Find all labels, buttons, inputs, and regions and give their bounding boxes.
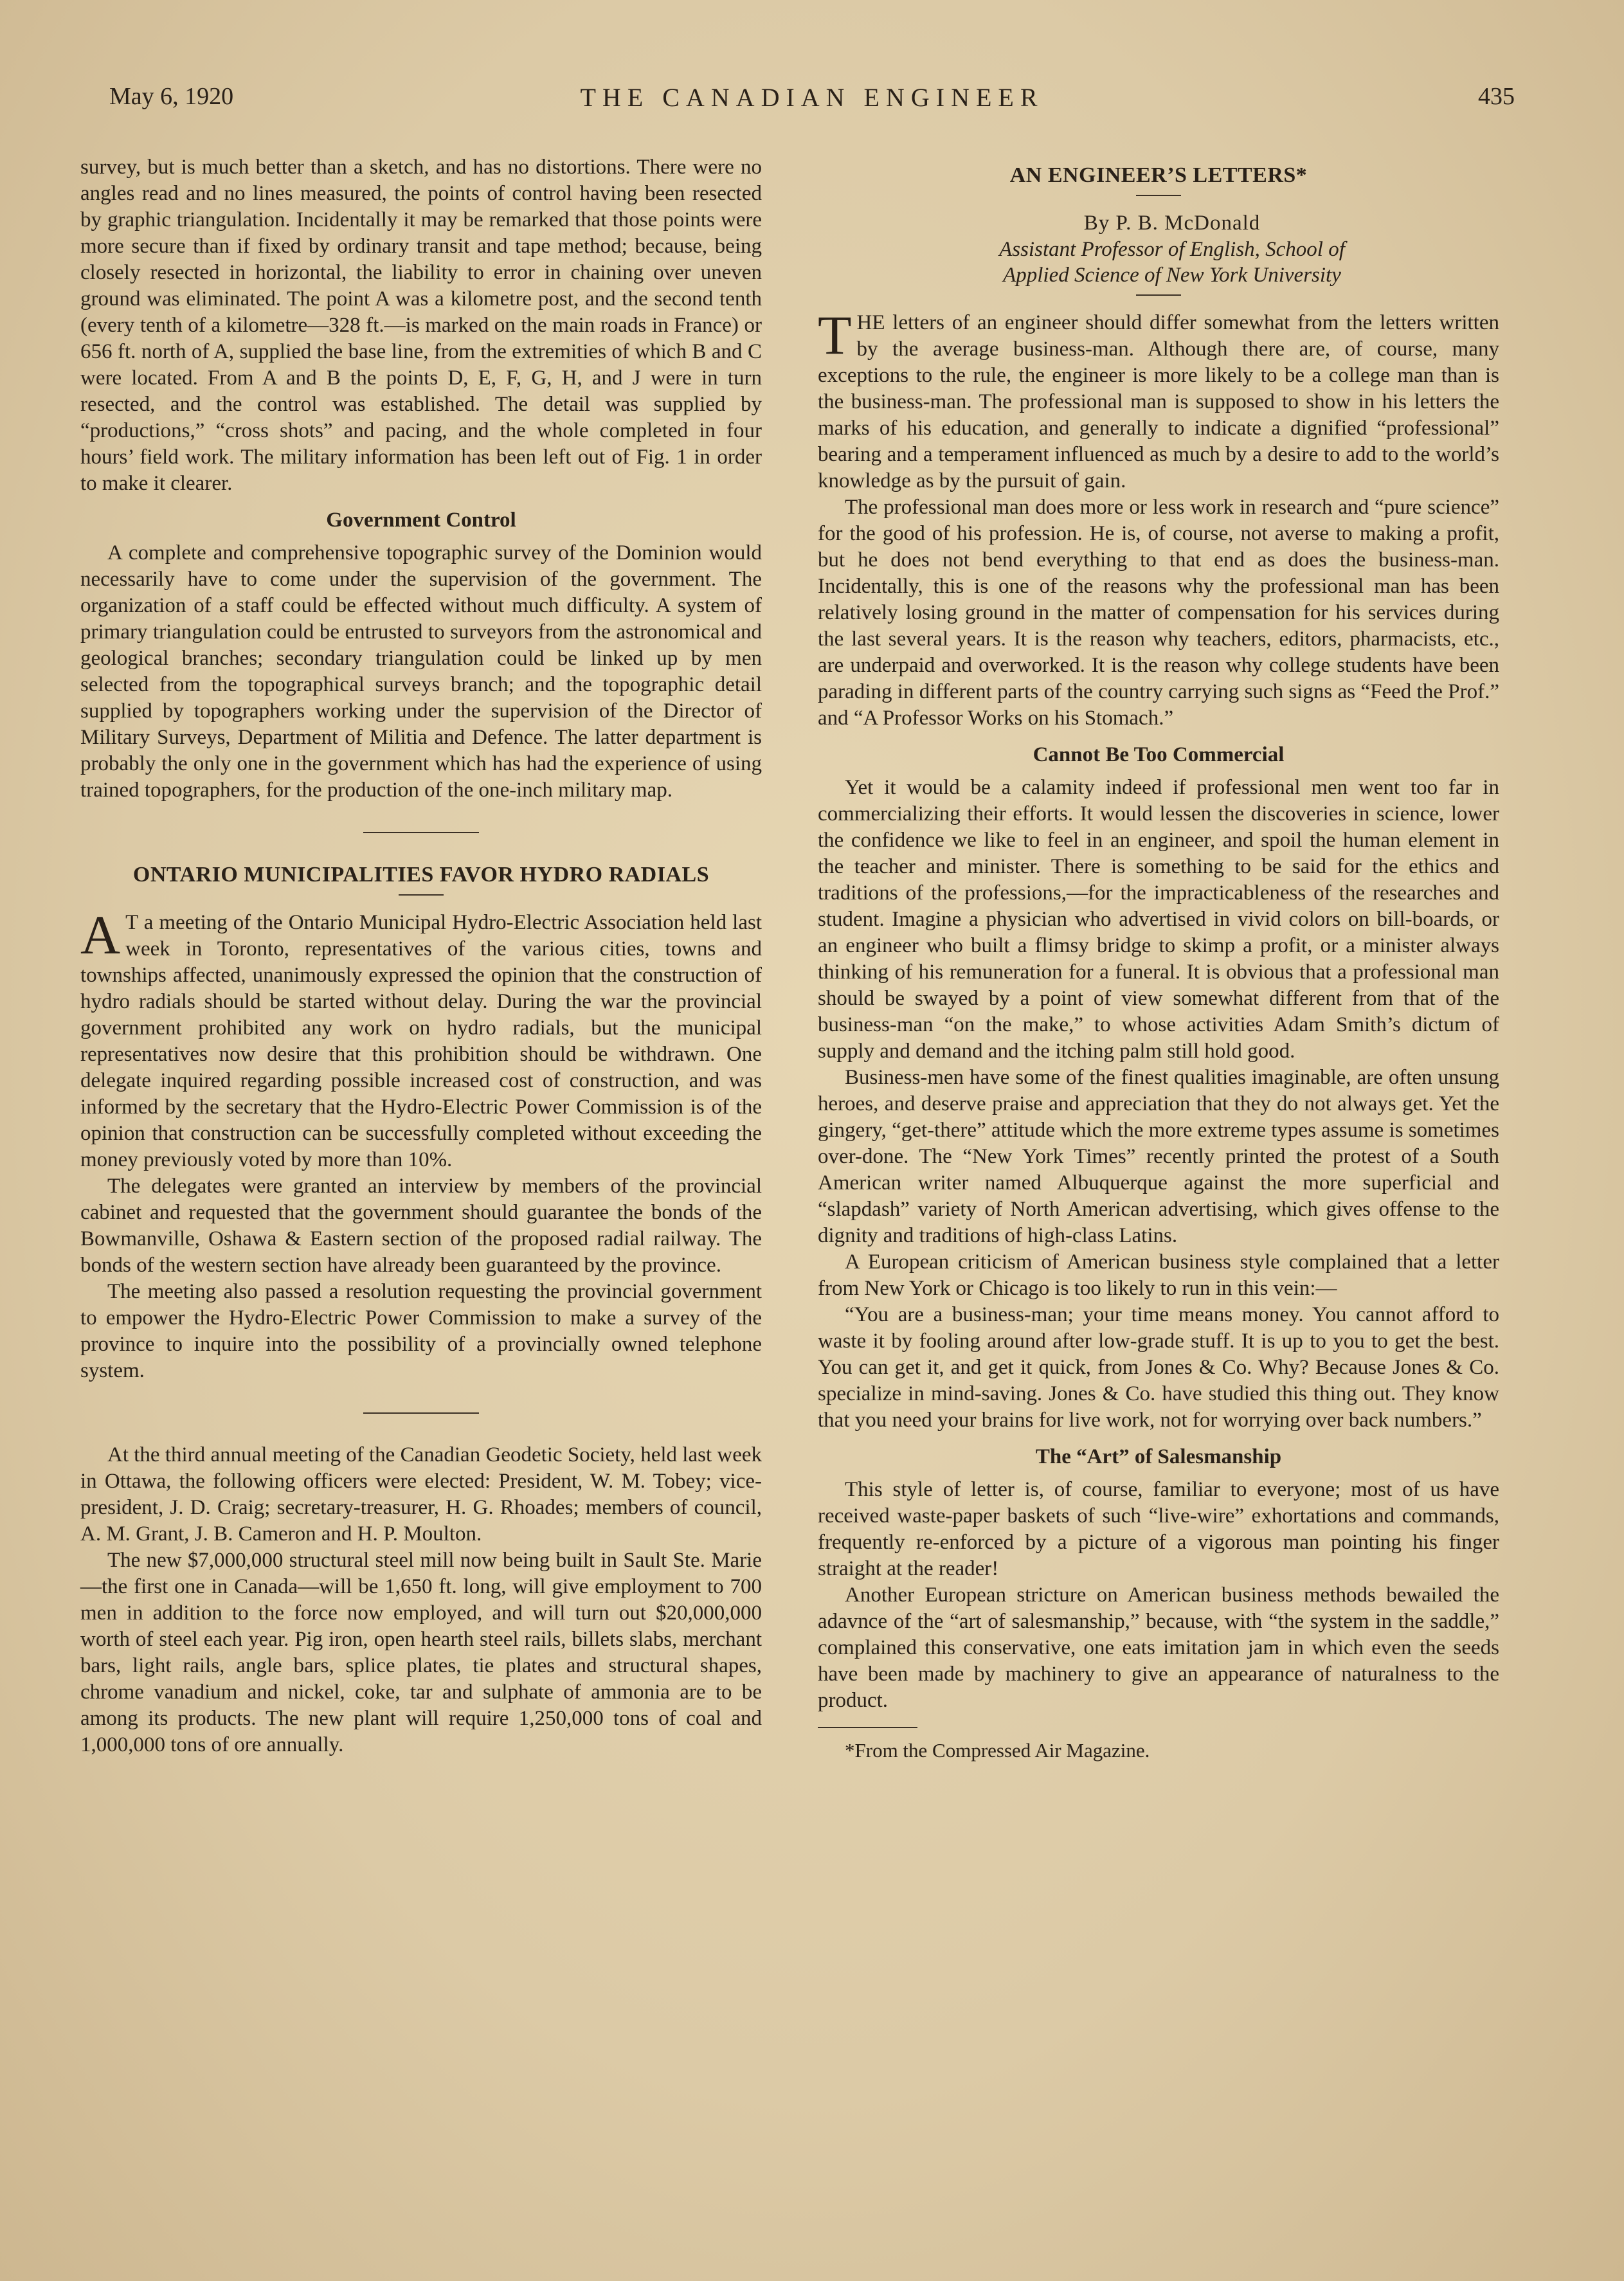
- author-byline: By P. B. McDonald: [1083, 212, 1261, 235]
- drop-cap: A: [80, 904, 121, 966]
- ontario-paragraph-2: The delegates were granted an interview by members of the provincial cabinet and requested that the government should guarantee the bonds of the Bowmanville, Oshawa & Eastern section of the proposed radial railway. The bonds of the western section have already been guaranteed by the province.: [80, 1175, 762, 1277]
- letters-paragraph-8: Another European stricture on American business methods bewailed the adavnce of the “art of salesmanship,” because, with “the system in the saddle,” complained this conservative, one eats imitation jam in which even the seeds have been made by machinery to give an appearance of naturalness to the product.: [818, 1583, 1499, 1712]
- ontario-paragraph-1: A T a meeting of the Ontario Municipal Hydro-Electric Association held last week in Toronto, representatives of the various cities, towns and townships affected, unanimously expressed the opinion that the construction of hydro radials should be started without delay. During the war the provincial government prohibited any work on hydro radials, but the municipal representatives now desire that this prohibition should be withdrawn. One delegate inquired regarding possible increased cost of construction, and was informed by the secretary that the Hydro-Electric Power Commission is of the opinion that construction can be successfully completed without exceeding the money previously voted by more than 10%.: [80, 904, 762, 1171]
- letters-paragraph-4: Business-men have some of the finest qualities imaginable, are often unsung heroes, and deserve praise and appreciation that they do not always get. Yet the gingery, “get-there” attitude which the more extreme types assume is sometimes over-done. The “New York Times” recently printed the protest of a South American writer named Albuquerque against the more superficial and “slapdash” variety of North American advertising, which gives offense to the dignity and traditions of high-class Latins.: [818, 1066, 1499, 1247]
- page-number: 435: [1478, 83, 1515, 110]
- author-affiliation-line-2: Applied Science of New York University: [1003, 264, 1341, 287]
- title-rule: [1136, 195, 1181, 196]
- geodetic-society-paragraph: At the third annual meeting of the Canadian Geodetic Society, held last week in Ottawa, the following officers were elected: President, W. M. Tobey; vice-president, J. D. Craig; secretary-treasurer, H. G. Rhoades; members of council, A. M. Grant, J. B. Cameron and H. P. Moulton.: [80, 1443, 762, 1546]
- government-paragraph: A complete and comprehensive topographic survey of the Dominion would necessarily have to come under the supervision of the government. The organization of a staff could be effected without much difficulty. A system of primary triangulation could be entrusted to surveyors from the astronomical and geological branches; secondary triangulation could be linked up by men selected from the topographical surveys branch; and the topographic detail supplied by topographers working under the supervision of the Director of Military Surveys, Department of Militia and Defence. The latter department is probably the only one in the government which has had the experience of using trained topographers, for the production of the one-inch military map.: [80, 541, 762, 802]
- government-control-heading: Government Control: [326, 509, 516, 532]
- letters-paragraph-5: A European criticism of American business style complained that a letter from New York or Chicago is too likely to run in this vein:—: [818, 1250, 1499, 1300]
- footnote-rule: [818, 1727, 917, 1728]
- right-column: [818, 154, 1499, 1763]
- author-affiliation-line-1: Assistant Professor of English, School of: [999, 238, 1345, 261]
- commercial-heading: Cannot Be Too Commercial: [1033, 743, 1285, 766]
- header-date: May 6, 1920: [109, 83, 234, 110]
- ontario-article-title: ONTARIO MUNICIPALITIES FAVOR HYDRO RADIALS: [132, 863, 710, 887]
- section-divider: [363, 832, 479, 833]
- steel-mill-paragraph: The new $7,000,000 structural steel mill now being built in Sault Ste. Marie—the first one in Canada—will be 1,650 ft. long, will give employment to 700 men in addition to the force now employed, and will turn out $20,000,000 worth of steel each year. Pig iron, open hearth steel rails, billets slabs, merchant bars, light rails, angle bars, splice plates, tie plates and structural shapes, chrome vanadium and nickel, coke, tar and sulphate of ammonia are to be among its products. The new plant will require 1,250,000 tons of coal and 1,000,000 tons of ore annually.: [80, 1549, 762, 1756]
- byline-rule: [1136, 294, 1181, 296]
- section-divider: [363, 1412, 479, 1414]
- engineers-letters-title: AN ENGINEER’S LETTERS*: [1009, 163, 1308, 187]
- salesmanship-heading: The “Art” of Salesmanship: [1035, 1445, 1282, 1468]
- journal-title: THE CANADIAN ENGINEER: [580, 83, 1044, 112]
- letters-paragraph-3: Yet it would be a calamity indeed if professional men went too far in commercializing their efforts. It would lessen the discoveries in science, lower the confidence we like to feel in an engineer, and spoil the human element in the teacher and minister. There is something to be said for the ethics and traditions of the professions,—for the impracticableness of the researches and student. Imagine a physician who advertised in vivid colors on bill-boards, or an engineer who built a flimsy bridge to skimp a profit, or a minister always thinking of his remuneration for a funeral. It is obvious that a professional man should be swayed by a point of view somewhat different from that of the business-man “on the make,” to whose activities Adam Smith’s dictum of supply and demand and the itching palm still hold good.: [818, 776, 1499, 1063]
- running-header: [109, 82, 1515, 121]
- left-column: [80, 154, 762, 1758]
- letters-paragraph-1: THE letters of an engineer should differ somewhat from the letters written by the average business-man. Although there are, of course, many exceptions to the rule, the engineer is more likely to be a college man than is the business-man. The professional man is supposed to show in his letters the marks of his education, and generally to indicate a dignified “professional” bearing and a temperament influenced as much by a desire to add to the world’s knowledge as by the pursuit of gain.: [818, 304, 1499, 492]
- title-rule: [399, 894, 444, 896]
- footnote: *From the Compressed Air Magazine.: [845, 1739, 1150, 1762]
- drop-cap: T: [818, 304, 852, 366]
- letters-paragraph-2: The professional man does more or less work in research and “pure science” for the good of his profession. He is, of course, not averse to making a profit, but he does not bend everything to that end as does the business-man. Incidentally, this is one of the reasons why the professional man has been relatively losing ground in the matter of compensation for his services during the last several years. It is the reason why teachers, editors, pharmacists, etc., are underpaid and overworked. It is the reason why college students have been parading in different parts of the country carrying such signs as “Feed the Prof.” and “A Professor Works on his Stomach.”: [818, 496, 1499, 730]
- letters-paragraph-7: This style of letter is, of course, familiar to everyone; most of us have received waste-paper baskets of such “live-wire” exhortations and commands, frequently re-enforced by a picture of a vigorous man pointing his finger straight at the reader!: [818, 1478, 1499, 1580]
- letters-paragraph-6: “You are a business-man; your time means money. You cannot afford to waste it by fooling around after low-grade stuff. It is up to you to get the best. You can get it, and get it quick, from Jones & Co. Why? Because Jones & Co. specialize in mind-saving. Jones & Co. have studied this thing out. They know that you need your brains for live work, not for worrying over back numbers.”: [818, 1303, 1499, 1432]
- ontario-paragraph-3: The meeting also passed a resolution requesting the provincial government to empower the Hydro-Electric Power Commission to make a survey of the province to inquire into the possibility of a provincially owned telephone system.: [80, 1280, 762, 1382]
- survey-paragraph: survey, but is much better than a sketch, and has no distortions. There were no angles read and no lines measured, the points of control having been resected by graphic triangulation. Incidentally it may be remarked that those points were more secure than if fixed by ordinary transit and tape method; because, being closely resected in horizontal, the liability to error in chaining over uneven ground was eliminated. The point A was a kilometre post, and the second tenth (every tenth of a kilometre—328 ft.—is marked on the main roads in France) or 656 ft. north of A, supplied the base line, from the extremities of which B and C were located. From A and B the points D, E, F, G, H, and J were in turn resected, and the control was established. The detail was supplied by “productions,” “cross shots” and pacing, and the whole completed in four hours’ field work. The military information has been left out of Fig. 1 in order to make it clearer.: [80, 156, 762, 495]
